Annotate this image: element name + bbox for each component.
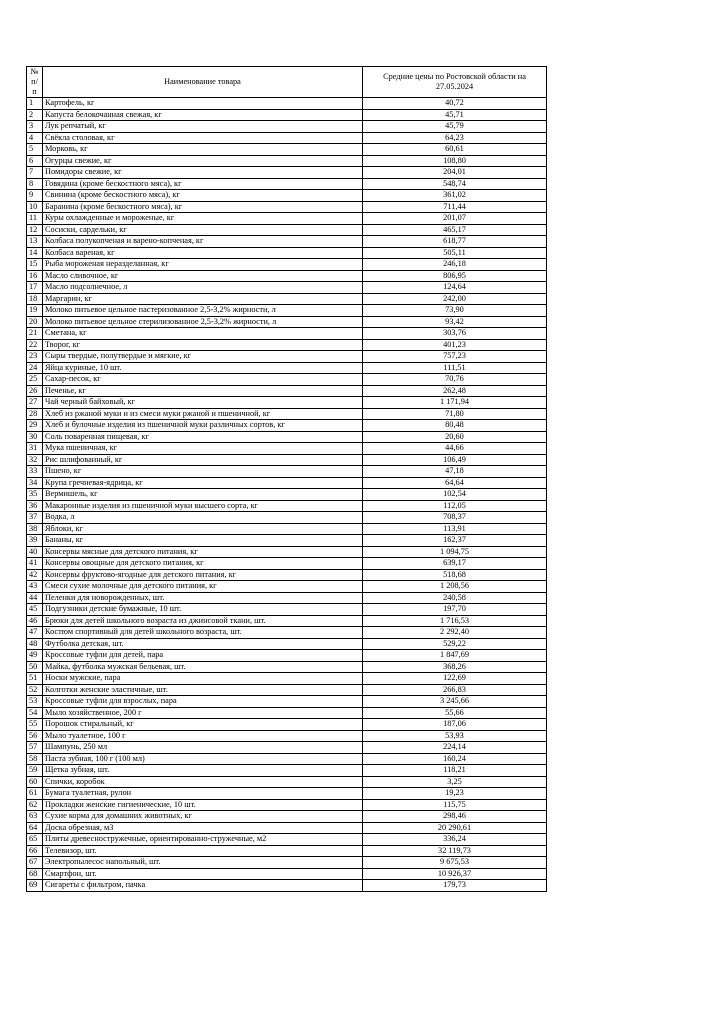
product-name: Смеси сухие молочные для детского питания, кг — [43, 581, 363, 593]
product-name: Огурцы свежие, кг — [43, 155, 363, 167]
product-name: Мука пшеничная, кг — [43, 443, 363, 455]
table-row — [27, 132, 547, 144]
product-price: 1 171,94 — [363, 397, 547, 409]
row-number: 2 — [27, 109, 43, 121]
product-name: Лук репчатый, кг — [43, 121, 363, 133]
product-price: 529,22 — [363, 638, 547, 650]
header-number: № п/п — [27, 67, 43, 98]
table-row — [27, 201, 547, 213]
product-name: Мыло хозяйственное, 200 г — [43, 707, 363, 719]
row-number: 21 — [27, 328, 43, 340]
product-price: 2 292,40 — [363, 627, 547, 639]
header-average-price: Средние цены по Ростовской области на 27.05.2024 — [363, 67, 547, 98]
table-row — [27, 604, 547, 616]
product-price: 108,80 — [363, 155, 547, 167]
product-name: Капуста белокочанная свежая, кг — [43, 109, 363, 121]
product-price: 1 094,75 — [363, 546, 547, 558]
table-row — [27, 362, 547, 374]
row-number: 35 — [27, 489, 43, 501]
product-name: Морковь, кг — [43, 144, 363, 156]
product-name: Яйца куриные, 10 шт. — [43, 362, 363, 374]
product-price: 71,80 — [363, 408, 547, 420]
table-row — [27, 707, 547, 719]
table-row — [27, 213, 547, 225]
product-name: Сметана, кг — [43, 328, 363, 340]
row-number: 58 — [27, 753, 43, 765]
product-name: Колбаса полукопченая и варено-копченая, кг — [43, 236, 363, 248]
row-number: 52 — [27, 684, 43, 696]
product-price: 80,48 — [363, 420, 547, 432]
row-number: 40 — [27, 546, 43, 558]
table-row — [27, 627, 547, 639]
product-name: Пеленки для новорожденных, шт. — [43, 592, 363, 604]
product-name: Баранина (кроме бескостного мяса), кг — [43, 201, 363, 213]
product-name: Кроссовые туфли для детей, пара — [43, 650, 363, 662]
row-number: 53 — [27, 696, 43, 708]
product-price: 224,14 — [363, 742, 547, 754]
product-price: 70,76 — [363, 374, 547, 386]
product-name: Щетка зубная, шт. — [43, 765, 363, 777]
product-price: 368,26 — [363, 661, 547, 673]
product-name: Сухие корма для домашних животных, кг — [43, 811, 363, 823]
table-row — [27, 236, 547, 248]
row-number: 17 — [27, 282, 43, 294]
table-row — [27, 776, 547, 788]
product-price: 1 716,53 — [363, 615, 547, 627]
product-price: 401,23 — [363, 339, 547, 351]
row-number: 28 — [27, 408, 43, 420]
table-row — [27, 420, 547, 432]
row-number: 31 — [27, 443, 43, 455]
row-number: 50 — [27, 661, 43, 673]
row-number: 54 — [27, 707, 43, 719]
row-number: 38 — [27, 523, 43, 535]
price-table — [26, 66, 547, 892]
row-number: 24 — [27, 362, 43, 374]
product-price: 64,23 — [363, 132, 547, 144]
product-price: 111,51 — [363, 362, 547, 374]
product-price: 9 675,53 — [363, 857, 547, 869]
row-number: 1 — [27, 98, 43, 110]
product-price: 64,64 — [363, 477, 547, 489]
row-number: 32 — [27, 454, 43, 466]
table-row — [27, 765, 547, 777]
product-price: 204,01 — [363, 167, 547, 179]
product-price: 336,24 — [363, 834, 547, 846]
product-name: Бумага туалетная, рулон — [43, 788, 363, 800]
table-row — [27, 443, 547, 455]
product-name: Картофель, кг — [43, 98, 363, 110]
row-number: 49 — [27, 650, 43, 662]
table-row — [27, 500, 547, 512]
table-row — [27, 650, 547, 662]
product-price: 102,54 — [363, 489, 547, 501]
product-price: 162,37 — [363, 535, 547, 547]
product-name: Кроссовые туфли для взрослых, пара — [43, 696, 363, 708]
product-price: 40,72 — [363, 98, 547, 110]
product-price: 548,74 — [363, 178, 547, 190]
table-row — [27, 512, 547, 524]
product-name: Соль поваренная пищевая, кг — [43, 431, 363, 443]
row-number: 66 — [27, 845, 43, 857]
table-row — [27, 247, 547, 259]
table-row — [27, 523, 547, 535]
table-row — [27, 385, 547, 397]
table-row — [27, 109, 547, 121]
product-price: 303,76 — [363, 328, 547, 340]
product-name: Телевизор, шт. — [43, 845, 363, 857]
product-name: Паста зубная, 100 г (100 мл) — [43, 753, 363, 765]
product-name: Чай черный байховый, кг — [43, 397, 363, 409]
product-name: Костюм спортивный для детей школьного возраста, шт. — [43, 627, 363, 639]
table-row — [27, 661, 547, 673]
row-number: 11 — [27, 213, 43, 225]
table-row — [27, 144, 547, 156]
product-name: Спички, коробок — [43, 776, 363, 788]
row-number: 9 — [27, 190, 43, 202]
row-number: 60 — [27, 776, 43, 788]
row-number: 6 — [27, 155, 43, 167]
table-row — [27, 696, 547, 708]
table-row — [27, 546, 547, 558]
product-name: Пшено, кг — [43, 466, 363, 478]
product-price: 3 245,66 — [363, 696, 547, 708]
row-number: 34 — [27, 477, 43, 489]
table-row — [27, 167, 547, 179]
table-row — [27, 466, 547, 478]
table-row — [27, 270, 547, 282]
product-name: Смартфон, шт. — [43, 868, 363, 880]
table-row — [27, 730, 547, 742]
product-price: 60,61 — [363, 144, 547, 156]
product-name: Консервы мясные для детского питания, кг — [43, 546, 363, 558]
product-name: Маргарин, кг — [43, 293, 363, 305]
product-price: 44,66 — [363, 443, 547, 455]
row-number: 57 — [27, 742, 43, 754]
product-name: Рис шлифованный, кг — [43, 454, 363, 466]
row-number: 68 — [27, 868, 43, 880]
row-number: 10 — [27, 201, 43, 213]
product-price: 115,75 — [363, 799, 547, 811]
row-number: 8 — [27, 178, 43, 190]
product-price: 19,23 — [363, 788, 547, 800]
table-row — [27, 569, 547, 581]
product-price: 708,37 — [363, 512, 547, 524]
product-price: 113,91 — [363, 523, 547, 535]
table-row — [27, 190, 547, 202]
row-number: 59 — [27, 765, 43, 777]
product-price: 47,18 — [363, 466, 547, 478]
product-price: 639,17 — [363, 558, 547, 570]
table-row — [27, 834, 547, 846]
product-price: 32 119,73 — [363, 845, 547, 857]
product-price: 518,68 — [363, 569, 547, 581]
row-number: 5 — [27, 144, 43, 156]
product-price: 266,83 — [363, 684, 547, 696]
product-price: 3,25 — [363, 776, 547, 788]
row-number: 42 — [27, 569, 43, 581]
table-row — [27, 293, 547, 305]
product-name: Сигареты с фильтром, пачка — [43, 880, 363, 892]
product-price: 122,69 — [363, 673, 547, 685]
table-row — [27, 558, 547, 570]
table-row — [27, 374, 547, 386]
row-number: 15 — [27, 259, 43, 271]
product-name: Брюки для детей школьного возраста из джинсовой ткани, шт. — [43, 615, 363, 627]
table-row — [27, 121, 547, 133]
product-price: 242,00 — [363, 293, 547, 305]
product-price: 201,07 — [363, 213, 547, 225]
row-number: 12 — [27, 224, 43, 236]
row-number: 62 — [27, 799, 43, 811]
product-price: 20 290,61 — [363, 822, 547, 834]
product-price: 10 926,37 — [363, 868, 547, 880]
row-number: 19 — [27, 305, 43, 317]
row-number: 30 — [27, 431, 43, 443]
row-number: 14 — [27, 247, 43, 259]
table-row — [27, 431, 547, 443]
product-name: Электропылесос напольный, шт. — [43, 857, 363, 869]
product-name: Консервы фруктово-ягодные для детского питания, кг — [43, 569, 363, 581]
row-number: 65 — [27, 834, 43, 846]
row-number: 37 — [27, 512, 43, 524]
table-row — [27, 822, 547, 834]
product-name: Яблоки, кг — [43, 523, 363, 535]
product-name: Водка, л — [43, 512, 363, 524]
product-price: 93,42 — [363, 316, 547, 328]
table-row — [27, 489, 547, 501]
table-row — [27, 351, 547, 363]
table-row — [27, 178, 547, 190]
row-number: 13 — [27, 236, 43, 248]
row-number: 22 — [27, 339, 43, 351]
row-number: 47 — [27, 627, 43, 639]
row-number: 44 — [27, 592, 43, 604]
product-price: 187,06 — [363, 719, 547, 731]
table-row — [27, 857, 547, 869]
row-number: 61 — [27, 788, 43, 800]
table-row — [27, 328, 547, 340]
product-name: Помидоры свежие, кг — [43, 167, 363, 179]
product-name: Шампунь, 250 мл — [43, 742, 363, 754]
product-price: 20,60 — [363, 431, 547, 443]
product-name: Свинина (кроме бескостного мяса), кг — [43, 190, 363, 202]
row-number: 43 — [27, 581, 43, 593]
product-price: 1 847,69 — [363, 650, 547, 662]
product-name: Хлеб из ржаной муки и из смеси муки ржаной и пшеничной, кг — [43, 408, 363, 420]
product-price: 53,93 — [363, 730, 547, 742]
table-row — [27, 742, 547, 754]
product-name: Прокладки женские гигиенические, 10 шт. — [43, 799, 363, 811]
table-row — [27, 673, 547, 685]
product-name: Куры охлажденные и мороженые, кг — [43, 213, 363, 225]
row-number: 36 — [27, 500, 43, 512]
product-name: Печенье, кг — [43, 385, 363, 397]
product-price: 1 208,56 — [363, 581, 547, 593]
product-price: 55,66 — [363, 707, 547, 719]
product-name: Молоко питьевое цельное пастеризованное 2,5-3,2% жирности, л — [43, 305, 363, 317]
product-price: 361,02 — [363, 190, 547, 202]
table-row — [27, 155, 547, 167]
table-row — [27, 477, 547, 489]
product-name: Майка, футболка мужская бельевая, шт. — [43, 661, 363, 673]
product-price: 73,90 — [363, 305, 547, 317]
product-name: Сыры твердые, полутвердые и мягкие, кг — [43, 351, 363, 363]
row-number: 67 — [27, 857, 43, 869]
product-price: 757,23 — [363, 351, 547, 363]
table-row — [27, 845, 547, 857]
product-name: Сахар-песок, кг — [43, 374, 363, 386]
table-row — [27, 224, 547, 236]
table-row — [27, 880, 547, 892]
table-body — [27, 98, 547, 892]
table-row — [27, 282, 547, 294]
document-page — [26, 66, 546, 892]
table-row — [27, 98, 547, 110]
table-row — [27, 535, 547, 547]
product-name: Консервы овощные для детского питания, кг — [43, 558, 363, 570]
product-name: Носки мужские, пара — [43, 673, 363, 685]
product-price: 298,46 — [363, 811, 547, 823]
row-number: 20 — [27, 316, 43, 328]
product-name: Бананы, кг — [43, 535, 363, 547]
table-row — [27, 638, 547, 650]
row-number: 56 — [27, 730, 43, 742]
product-name: Колготки женские эластичные, шт. — [43, 684, 363, 696]
row-number: 55 — [27, 719, 43, 731]
product-price: 179,73 — [363, 880, 547, 892]
product-name: Порошок стиральный, кг — [43, 719, 363, 731]
row-number: 25 — [27, 374, 43, 386]
product-name: Сосиски, сардельки, кг — [43, 224, 363, 236]
product-name: Масло подсолнечное, л — [43, 282, 363, 294]
table-row — [27, 454, 547, 466]
row-number: 3 — [27, 121, 43, 133]
row-number: 33 — [27, 466, 43, 478]
row-number: 29 — [27, 420, 43, 432]
product-price: 240,58 — [363, 592, 547, 604]
table-row — [27, 799, 547, 811]
product-name: Говядина (кроме бескостного мяса), кг — [43, 178, 363, 190]
product-name: Вермишель, кг — [43, 489, 363, 501]
product-name: Колбаса вареная, кг — [43, 247, 363, 259]
product-name: Макаронные изделия из пшеничной муки высшего сорта, кг — [43, 500, 363, 512]
row-number: 16 — [27, 270, 43, 282]
product-price: 118,21 — [363, 765, 547, 777]
row-number: 7 — [27, 167, 43, 179]
table-row — [27, 316, 547, 328]
row-number: 69 — [27, 880, 43, 892]
row-number: 48 — [27, 638, 43, 650]
product-price: 160,24 — [363, 753, 547, 765]
product-name: Масло сливочное, кг — [43, 270, 363, 282]
row-number: 46 — [27, 615, 43, 627]
row-number: 18 — [27, 293, 43, 305]
product-name: Плиты древесностружечные, ориентированно-стружечные, м2 — [43, 834, 363, 846]
table-row — [27, 259, 547, 271]
product-price: 465,17 — [363, 224, 547, 236]
product-name: Творог, кг — [43, 339, 363, 351]
product-price: 45,71 — [363, 109, 547, 121]
product-name: Свёкла столовая, кг — [43, 132, 363, 144]
product-price: 806,95 — [363, 270, 547, 282]
product-price: 711,44 — [363, 201, 547, 213]
product-name: Доска обрезная, м3 — [43, 822, 363, 834]
table-row — [27, 684, 547, 696]
product-price: 618,77 — [363, 236, 547, 248]
row-number: 23 — [27, 351, 43, 363]
row-number: 45 — [27, 604, 43, 616]
table-row — [27, 615, 547, 627]
row-number: 51 — [27, 673, 43, 685]
product-price: 124,64 — [363, 282, 547, 294]
row-number: 64 — [27, 822, 43, 834]
row-number: 41 — [27, 558, 43, 570]
product-name: Подгузники детские бумажные, 10 шт. — [43, 604, 363, 616]
table-row — [27, 753, 547, 765]
product-name: Молоко питьевое цельное стерилизованное 2,5-3,2% жирности, л — [43, 316, 363, 328]
product-price: 112,05 — [363, 500, 547, 512]
table-row — [27, 408, 547, 420]
row-number: 4 — [27, 132, 43, 144]
product-price: 197,70 — [363, 604, 547, 616]
product-price: 262,48 — [363, 385, 547, 397]
product-name: Мыло туалетное, 100 г — [43, 730, 363, 742]
row-number: 39 — [27, 535, 43, 547]
table-row — [27, 339, 547, 351]
product-name: Рыба мороженая неразделанная, кг — [43, 259, 363, 271]
table-header-row — [27, 67, 547, 98]
product-price: 45,79 — [363, 121, 547, 133]
product-price: 106,49 — [363, 454, 547, 466]
row-number: 26 — [27, 385, 43, 397]
product-name: Футболка детская, шт. — [43, 638, 363, 650]
table-row — [27, 397, 547, 409]
table-row — [27, 581, 547, 593]
table-row — [27, 811, 547, 823]
product-price: 505,11 — [363, 247, 547, 259]
header-product-name: Наименование товара — [43, 67, 363, 98]
product-name: Хлеб и булочные изделия из пшеничной муки различных сортов, кг — [43, 420, 363, 432]
table-row — [27, 868, 547, 880]
product-price: 246,18 — [363, 259, 547, 271]
table-row — [27, 719, 547, 731]
table-row — [27, 592, 547, 604]
table-row — [27, 305, 547, 317]
row-number: 27 — [27, 397, 43, 409]
row-number: 63 — [27, 811, 43, 823]
table-row — [27, 788, 547, 800]
product-name: Крупа гречневая-ядрица, кг — [43, 477, 363, 489]
